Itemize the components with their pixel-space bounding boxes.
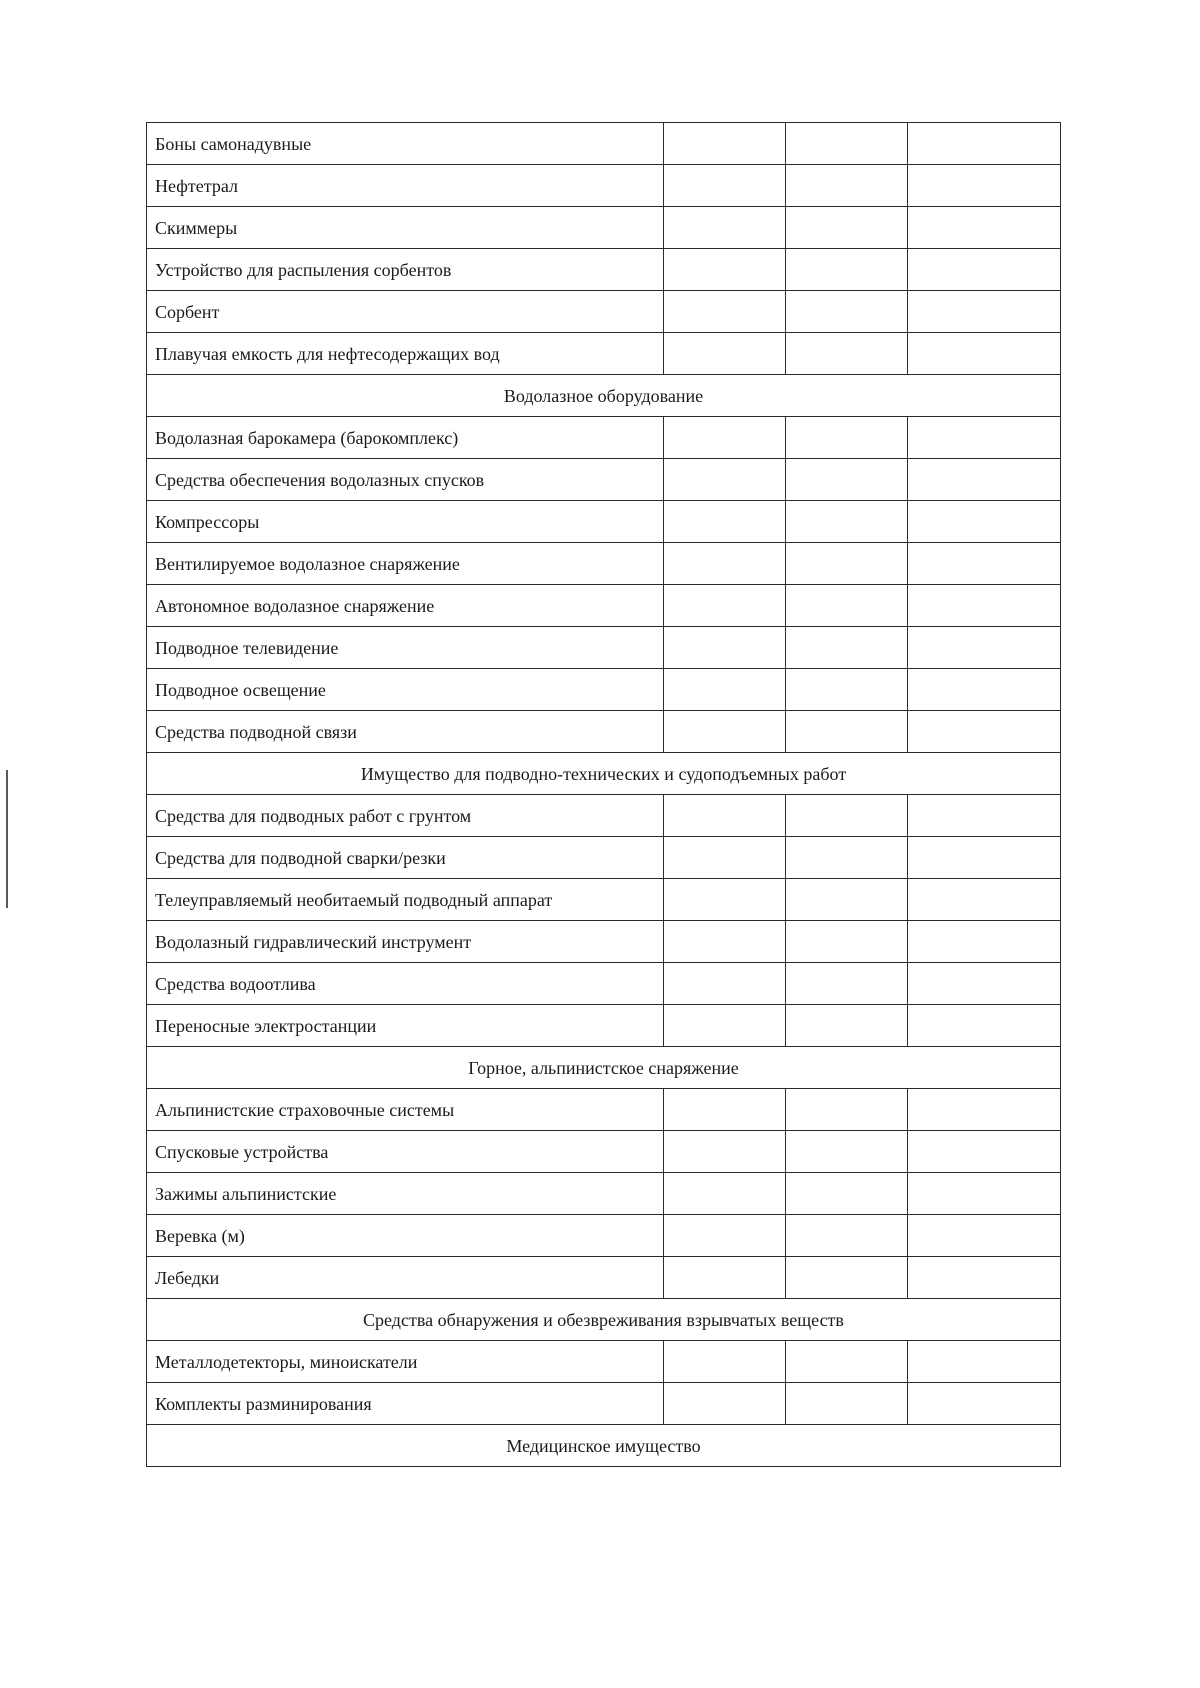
empty-value-cell-2: [786, 627, 908, 669]
empty-value-cell-1: [664, 249, 786, 291]
item-name-cell: Средства обеспечения водолазных спусков: [147, 459, 664, 501]
empty-value-cell-2: [786, 963, 908, 1005]
empty-value-cell-3: [908, 1215, 1061, 1257]
empty-value-cell-3: [908, 207, 1061, 249]
empty-value-cell-2: [786, 543, 908, 585]
empty-value-cell-3: [908, 879, 1061, 921]
empty-value-cell-3: [908, 417, 1061, 459]
empty-value-cell-1: [664, 123, 786, 165]
inventory-table-body: [147, 123, 1061, 1467]
table-row: [147, 1131, 1061, 1173]
empty-value-cell-1: [664, 837, 786, 879]
empty-value-cell-2: [786, 1005, 908, 1047]
empty-value-cell-3: [908, 585, 1061, 627]
empty-value-cell-1: [664, 711, 786, 753]
section-title: Средства обнаружения и обезвреживания взрывчатых веществ: [147, 1299, 1061, 1341]
empty-value-cell-3: [908, 123, 1061, 165]
empty-value-cell-1: [664, 459, 786, 501]
empty-value-cell-3: [908, 795, 1061, 837]
empty-value-cell-1: [664, 879, 786, 921]
empty-value-cell-3: [908, 1173, 1061, 1215]
empty-value-cell-3: [908, 1131, 1061, 1173]
empty-value-cell-2: [786, 1257, 908, 1299]
empty-value-cell-3: [908, 333, 1061, 375]
empty-value-cell-3: [908, 627, 1061, 669]
item-name-cell: Альпинистские страховочные системы: [147, 1089, 664, 1131]
empty-value-cell-2: [786, 207, 908, 249]
empty-value-cell-1: [664, 1257, 786, 1299]
item-name-cell: Переносные электростанции: [147, 1005, 664, 1047]
table-row: [147, 501, 1061, 543]
table-row: [147, 963, 1061, 1005]
empty-value-cell-2: [786, 291, 908, 333]
table-row: [147, 459, 1061, 501]
empty-value-cell-2: [786, 1383, 908, 1425]
empty-value-cell-1: [664, 921, 786, 963]
empty-value-cell-2: [786, 165, 908, 207]
scan-margin-mark: [6, 770, 8, 908]
inventory-table: [146, 122, 1061, 1467]
empty-value-cell-1: [664, 795, 786, 837]
table-row: [147, 1383, 1061, 1425]
table-row: [147, 165, 1061, 207]
item-name-cell: Зажимы альпинистские: [147, 1173, 664, 1215]
empty-value-cell-2: [786, 711, 908, 753]
empty-value-cell-1: [664, 207, 786, 249]
table-row: [147, 1341, 1061, 1383]
section-title: Водолазное оборудование: [147, 375, 1061, 417]
empty-value-cell-1: [664, 1089, 786, 1131]
empty-value-cell-1: [664, 165, 786, 207]
empty-value-cell-2: [786, 1341, 908, 1383]
empty-value-cell-3: [908, 711, 1061, 753]
section-header-row: [147, 1299, 1061, 1341]
section-header-row: [147, 753, 1061, 795]
table-row: [147, 417, 1061, 459]
table-row: [147, 333, 1061, 375]
empty-value-cell-3: [908, 963, 1061, 1005]
empty-value-cell-3: [908, 1005, 1061, 1047]
item-name-cell: Спусковые устройства: [147, 1131, 664, 1173]
item-name-cell: Водолазный гидравлический инструмент: [147, 921, 664, 963]
item-name-cell: Средства для подводной сварки/резки: [147, 837, 664, 879]
empty-value-cell-2: [786, 879, 908, 921]
empty-value-cell-2: [786, 669, 908, 711]
item-name-cell: Боны самонадувные: [147, 123, 664, 165]
section-title: Имущество для подводно-технических и судоподъемных работ: [147, 753, 1061, 795]
empty-value-cell-3: [908, 1341, 1061, 1383]
item-name-cell: Автономное водолазное снаряжение: [147, 585, 664, 627]
table-row: [147, 627, 1061, 669]
empty-value-cell-1: [664, 1383, 786, 1425]
table-row: [147, 795, 1061, 837]
empty-value-cell-3: [908, 501, 1061, 543]
empty-value-cell-3: [908, 837, 1061, 879]
empty-value-cell-3: [908, 669, 1061, 711]
section-header-row: [147, 1047, 1061, 1089]
empty-value-cell-2: [786, 585, 908, 627]
empty-value-cell-1: [664, 501, 786, 543]
empty-value-cell-3: [908, 1257, 1061, 1299]
empty-value-cell-2: [786, 1173, 908, 1215]
table-row: [147, 1257, 1061, 1299]
empty-value-cell-2: [786, 417, 908, 459]
table-row: [147, 1089, 1061, 1131]
empty-value-cell-3: [908, 1383, 1061, 1425]
table-row: [147, 1215, 1061, 1257]
table-row: [147, 921, 1061, 963]
empty-value-cell-3: [908, 543, 1061, 585]
empty-value-cell-3: [908, 459, 1061, 501]
empty-value-cell-1: [664, 291, 786, 333]
table-row: [147, 1173, 1061, 1215]
item-name-cell: Комплекты разминирования: [147, 1383, 664, 1425]
empty-value-cell-3: [908, 1089, 1061, 1131]
empty-value-cell-3: [908, 921, 1061, 963]
item-name-cell: Средства подводной связи: [147, 711, 664, 753]
item-name-cell: Лебедки: [147, 1257, 664, 1299]
section-title: Медицинское имущество: [147, 1425, 1061, 1467]
item-name-cell: Устройство для распыления сорбентов: [147, 249, 664, 291]
item-name-cell: Скиммеры: [147, 207, 664, 249]
empty-value-cell-3: [908, 249, 1061, 291]
item-name-cell: Веревка (м): [147, 1215, 664, 1257]
item-name-cell: Компрессоры: [147, 501, 664, 543]
table-row: [147, 543, 1061, 585]
table-row: [147, 669, 1061, 711]
section-title: Горное, альпинистское снаряжение: [147, 1047, 1061, 1089]
empty-value-cell-2: [786, 921, 908, 963]
item-name-cell: Средства водоотлива: [147, 963, 664, 1005]
empty-value-cell-1: [664, 417, 786, 459]
empty-value-cell-2: [786, 1215, 908, 1257]
empty-value-cell-2: [786, 123, 908, 165]
empty-value-cell-3: [908, 165, 1061, 207]
empty-value-cell-2: [786, 249, 908, 291]
item-name-cell: Нефтетрал: [147, 165, 664, 207]
empty-value-cell-2: [786, 1089, 908, 1131]
item-name-cell: Металлодетекторы, миноискатели: [147, 1341, 664, 1383]
item-name-cell: Водолазная барокамера (барокомплекс): [147, 417, 664, 459]
empty-value-cell-1: [664, 627, 786, 669]
item-name-cell: Средства для подводных работ с грунтом: [147, 795, 664, 837]
table-row: [147, 207, 1061, 249]
empty-value-cell-1: [664, 1005, 786, 1047]
table-row: [147, 585, 1061, 627]
item-name-cell: Подводное телевидение: [147, 627, 664, 669]
section-header-row: [147, 375, 1061, 417]
empty-value-cell-1: [664, 1173, 786, 1215]
item-name-cell: Вентилируемое водолазное снаряжение: [147, 543, 664, 585]
table-row: [147, 249, 1061, 291]
empty-value-cell-1: [664, 585, 786, 627]
empty-value-cell-1: [664, 333, 786, 375]
empty-value-cell-2: [786, 459, 908, 501]
table-row: [147, 123, 1061, 165]
item-name-cell: Телеуправляемый необитаемый подводный аппарат: [147, 879, 664, 921]
item-name-cell: Сорбент: [147, 291, 664, 333]
empty-value-cell-2: [786, 795, 908, 837]
table-row: [147, 1005, 1061, 1047]
empty-value-cell-2: [786, 501, 908, 543]
empty-value-cell-1: [664, 1341, 786, 1383]
empty-value-cell-1: [664, 669, 786, 711]
table-row: [147, 291, 1061, 333]
empty-value-cell-1: [664, 1131, 786, 1173]
table-row: [147, 711, 1061, 753]
empty-value-cell-3: [908, 291, 1061, 333]
empty-value-cell-2: [786, 837, 908, 879]
section-header-row: [147, 1425, 1061, 1467]
table-row: [147, 879, 1061, 921]
empty-value-cell-1: [664, 1215, 786, 1257]
table-row: [147, 837, 1061, 879]
empty-value-cell-1: [664, 963, 786, 1005]
empty-value-cell-2: [786, 333, 908, 375]
item-name-cell: Плавучая емкость для нефтесодержащих вод: [147, 333, 664, 375]
empty-value-cell-1: [664, 543, 786, 585]
empty-value-cell-2: [786, 1131, 908, 1173]
item-name-cell: Подводное освещение: [147, 669, 664, 711]
